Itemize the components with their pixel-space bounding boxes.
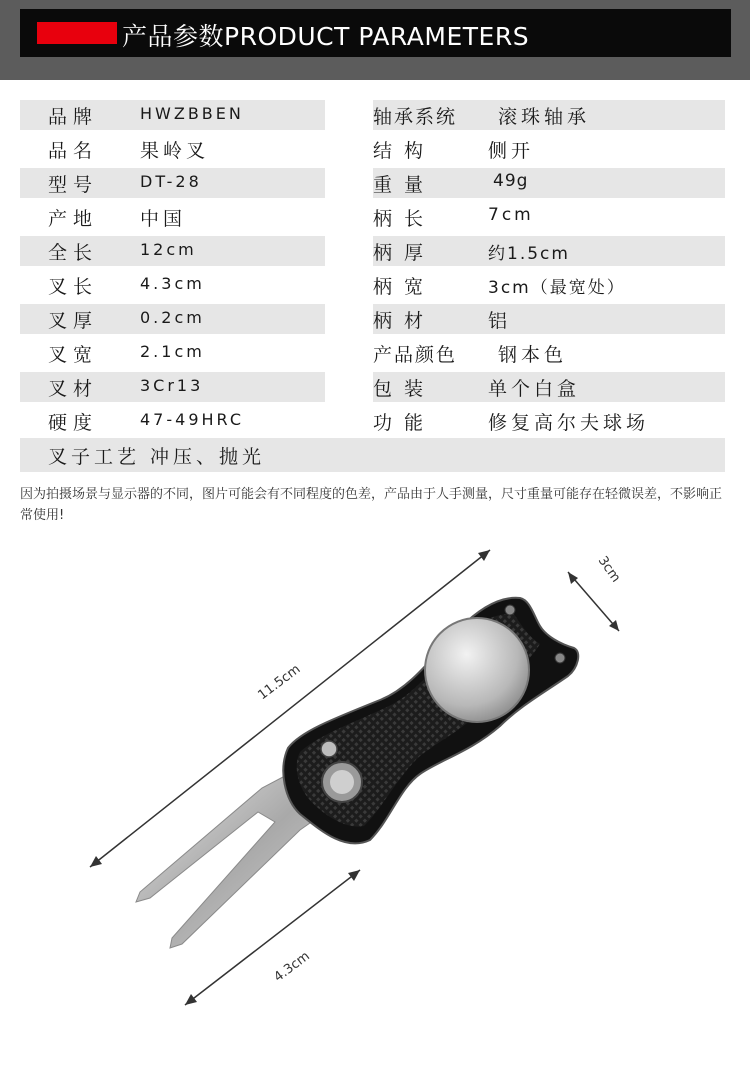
dimension-width	[568, 554, 623, 631]
table-row	[20, 268, 725, 302]
param-key: 型号	[48, 174, 99, 196]
param-value: HWZBBEN	[140, 104, 244, 123]
param-key: 产品颜色	[373, 344, 458, 366]
param-value: 中国	[140, 208, 187, 230]
table-row	[20, 166, 725, 200]
param-key: 叉材	[48, 378, 99, 400]
param-key: 全长	[48, 242, 99, 264]
fork-label: 4.3cm	[271, 948, 313, 986]
param-value: 49g	[493, 171, 529, 191]
table-row	[20, 370, 725, 404]
param-key: 品牌	[48, 106, 99, 128]
param-value: 2.1cm	[140, 342, 205, 361]
param-key: 重量	[373, 174, 436, 196]
divot-tool-illustration	[0, 530, 750, 1075]
width-label: 3cm	[594, 553, 624, 586]
param-value: 3cm（最宽处）	[488, 278, 626, 298]
table-row-full	[20, 438, 725, 472]
param-key: 叉宽	[48, 344, 99, 366]
param-key: 结构	[373, 140, 436, 162]
param-value: 修复高尔夫球场	[488, 412, 650, 434]
rivet	[321, 741, 337, 757]
table-row	[20, 98, 725, 132]
param-key: 包装	[373, 378, 436, 400]
param-key: 产地	[48, 208, 99, 230]
param-value: DT-28	[140, 172, 202, 191]
param-value: 3Cr13	[140, 376, 204, 395]
param-value: 果岭叉	[140, 140, 210, 162]
param-value: 约1.5cm	[488, 244, 570, 264]
table-row	[20, 132, 725, 166]
table-row	[20, 404, 725, 438]
ball-marker	[425, 618, 529, 722]
param-value: 47-49HRC	[140, 410, 245, 429]
param-key: 柄宽	[373, 276, 436, 298]
length-label: 11.5cm	[255, 661, 304, 704]
screw	[505, 605, 515, 615]
param-value: 4.3cm	[140, 274, 205, 293]
param-value: 12cm	[140, 240, 197, 259]
process-label: 叉子工艺 冲压、抛光	[48, 446, 266, 468]
param-key: 柄厚	[373, 242, 436, 264]
param-key: 柄长	[373, 208, 436, 230]
section-title: 产品参数PRODUCT PARAMETERS	[122, 22, 530, 51]
screw	[555, 653, 565, 663]
param-value: 单个白盒	[488, 378, 581, 400]
table-row	[20, 302, 725, 336]
param-key: 叉厚	[48, 310, 99, 332]
dimension-fork	[185, 870, 360, 1005]
param-value: 7cm	[488, 205, 534, 225]
param-key: 柄材	[373, 310, 436, 332]
disclaimer-note: 因为拍摄场景与显示器的不同，图片可能会有不同程度的色差，产品由于人手测量，尺寸重量可能存在轻微误差，不影响正常使用!	[20, 487, 723, 523]
handle	[283, 598, 578, 844]
header-accent-block	[37, 22, 117, 44]
param-key: 硬度	[48, 412, 99, 434]
param-value: 滚珠轴承	[498, 106, 591, 128]
param-key: 叉长	[48, 276, 99, 298]
param-value: 铝	[488, 310, 512, 332]
param-key: 轴承系统	[373, 106, 458, 128]
table-row	[20, 336, 725, 370]
table-row	[20, 200, 725, 234]
param-value: 0.2cm	[140, 308, 205, 327]
product-image	[0, 530, 750, 1075]
param-key: 功能	[373, 412, 436, 434]
param-value: 钢本色	[498, 344, 568, 366]
table-row	[20, 234, 725, 268]
param-key: 品名	[48, 140, 99, 162]
param-value: 侧开	[488, 140, 535, 162]
